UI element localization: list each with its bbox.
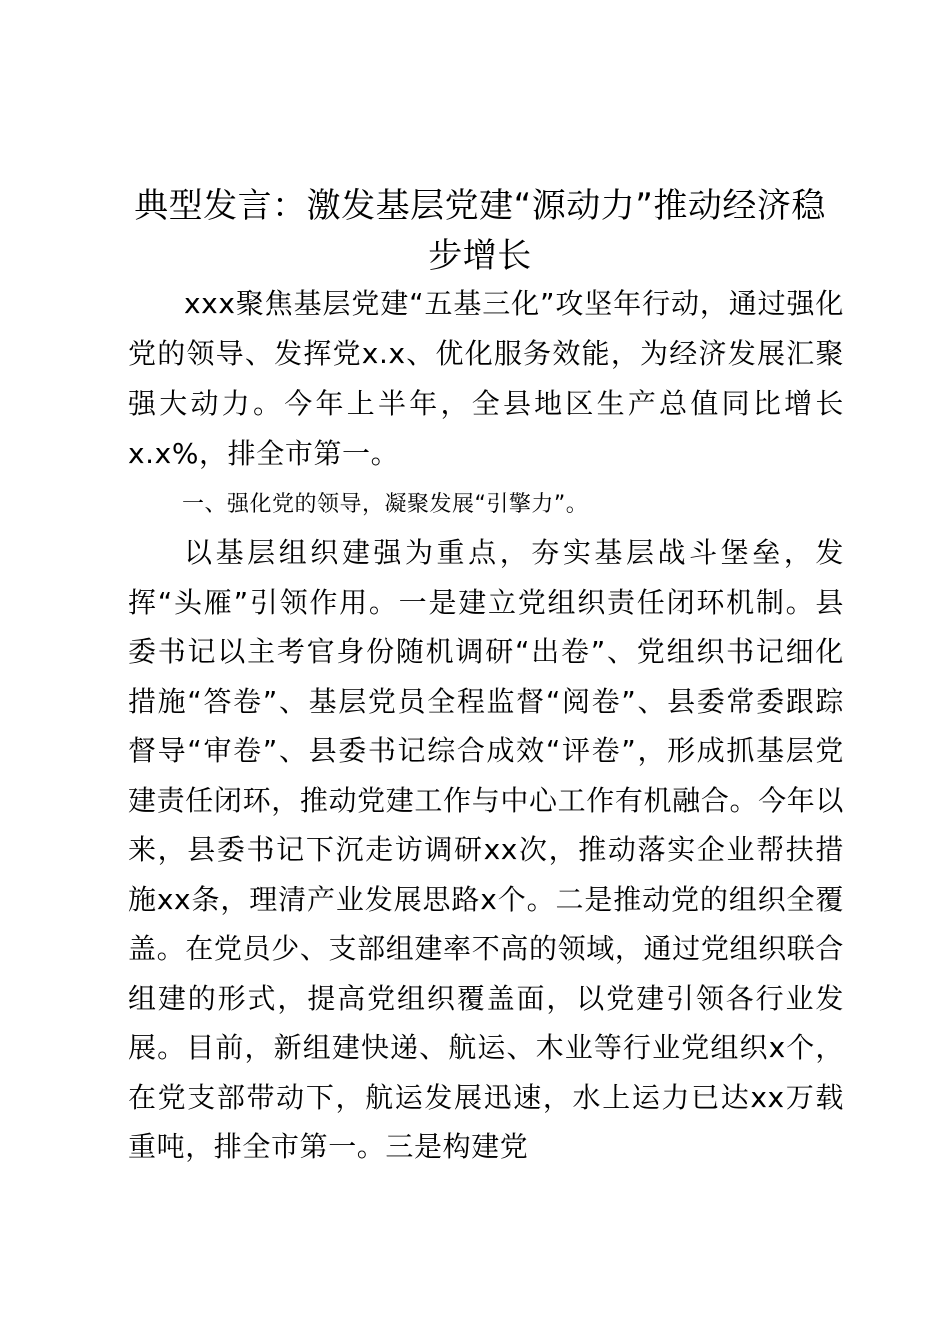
document-title: 典型发言：激发基层党建“源动力”推动经济稳步增长 [134,186,826,276]
intro-paragraph: xxx聚焦基层党建“五基三化”攻坚年行动，通过强化党的领导、发挥党x.x、优化服务效能，为经济发展汇聚强大动力。今年上半年，全县地区生产总值同比增长x.x%，排全市第一。 [128,287,844,470]
section-heading: 一、强化党的领导，凝聚发展“引擎力”。 [182,492,589,517]
section-body-paragraph: 以基层组织建强为重点，夯实基层战斗堡垒，发挥“头雁”引领作用。一是建立党组织责任闭环机制。县委书记以主考官身份随机调研“出卷”、党组织书记细化措施“答卷”、基层党员全程监督“阅卷”、县委常委跟踪督导“审卷”、县委书记综合成效“评卷”，形成抓基层党建责任闭环，推动党建工作与中心工作有机融合。今年以来，县委书记下沉走访调研xx次，推动落实企业帮扶措施xx条，理清产业发展思路x个。二是推动党的组织全覆盖。在党员少、支部组建率不高的领域，通过党组织联合组建的形式，提高党组织覆盖面，以党建引领各行业发展。目前，新组建快递、航运、木业等行业党组织x个，在党支部带动下，航运发展迅速，水上运力已达xx万载重吨，排全市第一。三是构建党 [128,536,844,1163]
